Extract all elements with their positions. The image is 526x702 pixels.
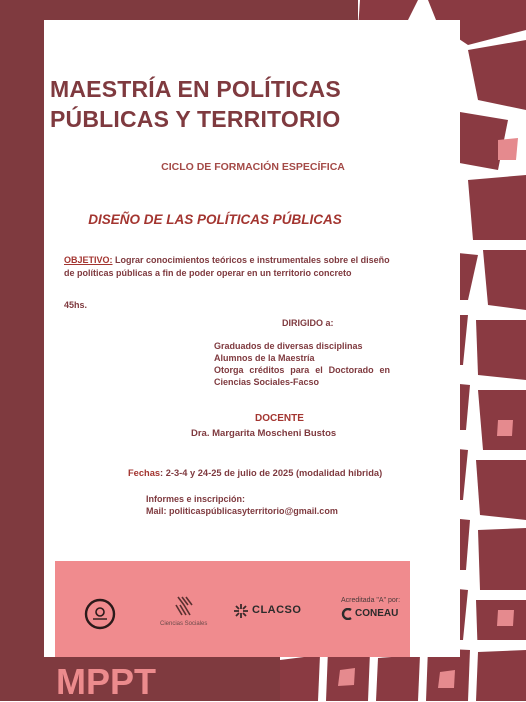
accredited-label: Acreditada "A" por:	[341, 597, 401, 604]
target-item: Alumnos de la Maestría	[214, 353, 315, 363]
title-line-1: MAESTRÍA EN POLÍTICAS	[50, 76, 341, 102]
target-audience-list	[214, 340, 390, 388]
contact-email[interactable]: Mail: politicaspúblicasyterritorio@gmail.com	[146, 506, 338, 516]
objective-paragraph	[64, 254, 390, 280]
docente-name: Dra. Margarita Moscheni Bustos	[191, 428, 337, 439]
course-title: DISEÑO DE LAS POLÍTICAS PÚBLICAS	[88, 212, 342, 227]
ciencias-sociales-label: Ciencias Sociales	[160, 621, 208, 627]
objective-text: Lograr conocimientos teóricos e instrumentales sobre el diseño de políticas públicas a fin de poder operar en un territorio concreto	[64, 255, 390, 278]
clacso-logo-icon	[233, 603, 249, 619]
dates-text: : 2-3-4 y 24-25 de julio de 2025 (modalidad híbrida)	[160, 468, 383, 478]
contact-heading: Informes e inscripción:	[146, 494, 246, 504]
docente-heading: DOCENTE	[255, 413, 304, 424]
target-item: Otorga créditos para el Doctorado en	[214, 365, 390, 375]
page-title	[50, 74, 390, 134]
target-item: Ciencias Sociales-Facso	[214, 377, 320, 387]
coneau-label: CONEAU	[355, 608, 399, 619]
clacso-label: CLACSO	[252, 604, 302, 616]
dates-label: Fechas	[128, 468, 161, 478]
ciencias-sociales-logo-icon	[175, 595, 193, 617]
university-logo-icon	[83, 597, 117, 631]
coneau-logo-icon	[341, 608, 353, 620]
title-line-2: PÚBLICAS Y TERRITORIO	[50, 106, 341, 132]
course-hours: 45hs.	[64, 300, 88, 310]
directed-label: DIRIGIDO a:	[282, 318, 334, 328]
logos-footer	[55, 561, 410, 657]
cycle-subtitle: CICLO DE FORMACIÓN ESPECÍFICA	[161, 161, 345, 173]
objective-label: OBJETIVO:	[64, 255, 113, 265]
target-item: Graduados de diversas disciplinas	[214, 341, 363, 351]
course-dates	[128, 468, 382, 478]
mppt-watermark: MPPT	[56, 661, 157, 702]
contact-info	[146, 493, 338, 517]
